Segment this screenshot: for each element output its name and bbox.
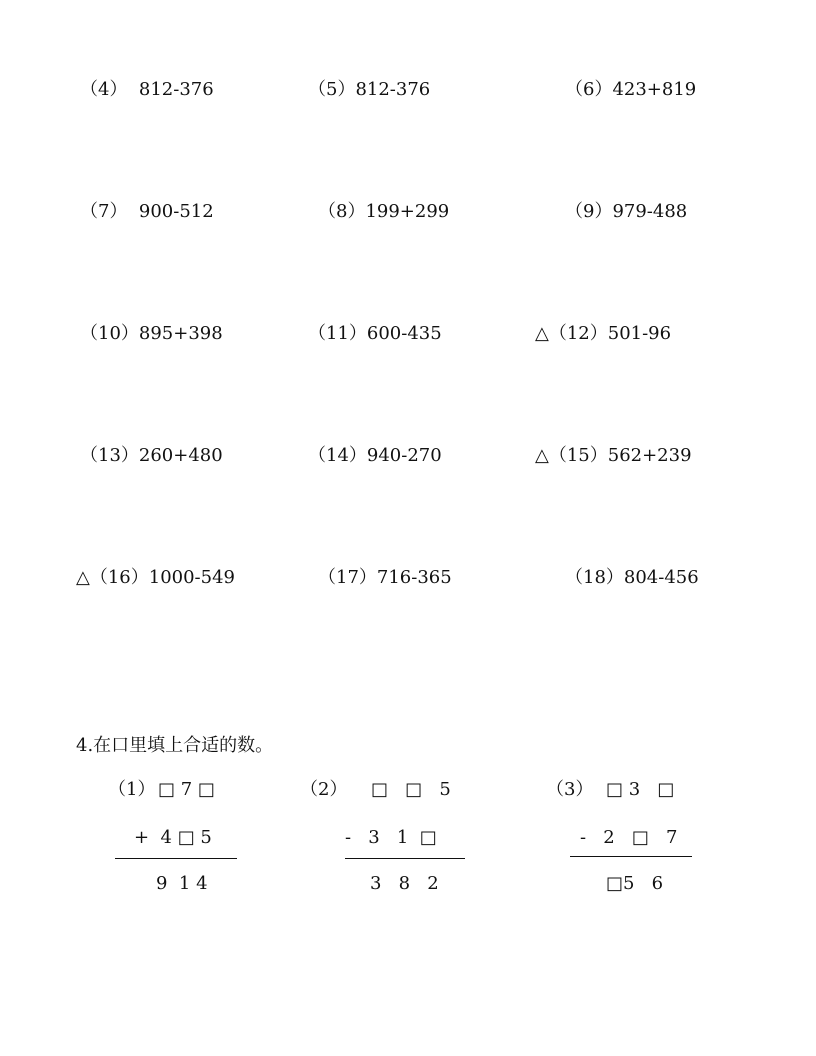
exercise-14: （14）940-270 xyxy=(308,445,442,466)
sum-line xyxy=(115,858,237,859)
problem-label: （3） xyxy=(546,779,594,800)
problem-result: 3 8 2 xyxy=(370,873,439,894)
exercise-12: △（12）501-96 xyxy=(535,323,672,344)
exercise-18: （18）804-456 xyxy=(565,567,699,588)
exercise-13: （13）260+480 xyxy=(80,445,223,466)
sum-line xyxy=(570,856,692,857)
problem-second-row: + 4 □ 5 xyxy=(134,827,212,848)
exercise-9: （9）979-488 xyxy=(565,201,688,222)
problem-top-row: □ 3 □ xyxy=(606,779,675,800)
exercise-5: （5）812-376 xyxy=(308,79,431,100)
section-title: 4.在口里填上合适的数。 xyxy=(76,735,274,756)
problem-second-row: - 2 □ 7 xyxy=(580,827,678,848)
exercise-7: （7） 900-512 xyxy=(80,201,214,222)
problem-result: 9 1 4 xyxy=(156,873,208,894)
problem-top-row: □ □ 5 xyxy=(371,779,451,800)
exercise-11: （11）600-435 xyxy=(308,323,442,344)
exercise-16: △（16）1000-549 xyxy=(76,567,235,588)
exercise-4: （4） 812-376 xyxy=(80,79,214,100)
exercise-6: （6）423+819 xyxy=(565,79,697,100)
problem-label: （1） xyxy=(108,779,156,800)
exercise-17: （17）716-365 xyxy=(318,567,452,588)
problem-label: （2） xyxy=(300,779,348,800)
exercise-8: （8）199+299 xyxy=(318,201,450,222)
problem-second-row: - 3 1 □ xyxy=(345,827,437,848)
sum-line xyxy=(345,858,465,859)
exercise-10: （10）895+398 xyxy=(80,323,223,344)
problem-result: □5 6 xyxy=(606,873,664,894)
problem-top-row: □ 7 □ xyxy=(158,779,215,800)
exercise-15: △（15）562+239 xyxy=(535,445,692,466)
